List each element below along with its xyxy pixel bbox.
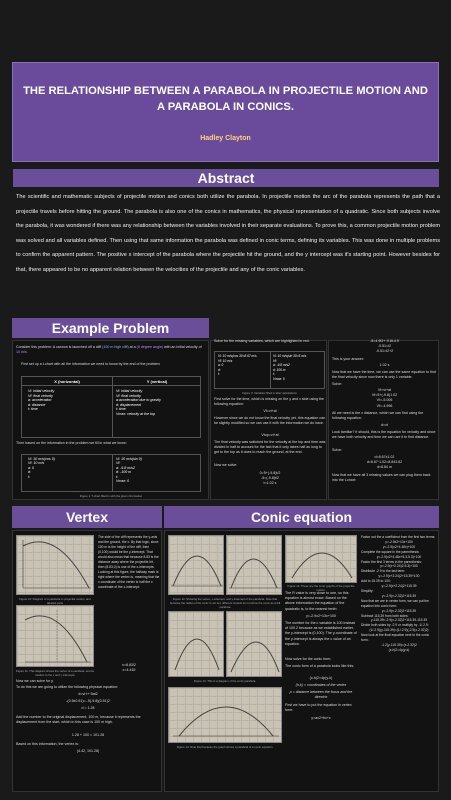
conic-eq3: (h,k) = coordinates of the vertex <box>295 683 347 687</box>
conic-eq1: y=-2.9x2+13x+100 <box>306 614 336 618</box>
conic-eq5: y=ax2+bx+c <box>311 716 331 720</box>
conic-p2: The number for the c variable is 100 instead of 100.2 because as we established earlier, the y-intercept is (0,100). The y-coordinate of the y-intercept is always the c value of an equation. <box>285 621 357 646</box>
figure-1-caption: Figure 1: T-chart filled in with the given information <box>79 494 143 498</box>
vertex-diagram-2 <box>16 605 94 667</box>
vertex-fig-caption-2: Figure 11: This diagram shows the vertex of a parabola, and its relation to the x and y intercepts <box>16 669 94 677</box>
col3-answer-val: 1.02 s <box>379 363 390 367</box>
col2-p4: Now we solve: <box>214 463 238 467</box>
col2-eq2: Vtop=vi+at <box>261 433 279 437</box>
figure-3-caption: Figure 3: Variables filled in after calculations <box>242 391 297 395</box>
conic-steps: Factor out the a coefficient from the first two terms: y=-2.9x2+13x+100 y=-2.9(x2+4.48x)+100 Complete the square in the parenthesis: y=-2.9(x2+4.48x+5.3-5.3)+100 Factor the first 3 terms in the parenthesis: y=-2.9(x+2.24)2-5.3)+100 Distribute -2.9 to the last term: y=-2.9(x+2.24)2+15.39+100 Add to 15.39 to 100: y=-2.9(x+2.24)2+115.39 Simplify: y=-2.9(x-2.32)2+115.39 Now that we are in vertex form, we can put the equation into conic form: y=-2.9(x-2.32)2+115.39 Subtract 115.39 from both sides: y-115.39=-2.9(x-2.32)2+115.39-115.39 Divide both sides by -2.9 or multiply by -1/-2.9: (1/-2.9)(y-115.39)=(1/-2.9)(-2.9(x-2.32)2) Now look at the final equation next to the conic form: -1.2(y-115.39)=(x-2.32)2 (x-h)2=4p(y-k) <box>361 535 436 652</box>
col3-p1: Now that we have the time, we can use the same equation to find the final velocity since now there is only 1 variable. <box>332 370 436 380</box>
conic-sketch-1 <box>169 536 225 596</box>
conic-graph-5 <box>168 687 282 743</box>
conic-eq4: p = distance between the focus and the directrix <box>289 690 353 700</box>
vertex-eq3: d = 1.28 <box>81 706 95 710</box>
abstract-body: The scientific and mathematic subjects of projectile motion and conics both utilize the parabola. In projectile motion the arc of the parabola represents the path that a projectile travels before hitting the ground. The parabola is also one of the conics in mathematics, the physical representation of a quadratic. Since both subjects involve the parabola, it was wondered if there was any relationship between the variables involved in their separate evaluations. To prove this, a common projectile motion problem was solved and all variables defined. Then using that same information the parabola was defined in conic terms, defining its variables. This was done in multiple problems to confirm the apparent pattern. The positive x intercept of the parabola where the projectile hit the ground, and the y intercept was it's starting point. However besides for that, there appeared to be no apparent relation between the velocities of the projectile and any of the conic variables. <box>16 194 440 273</box>
parabola-sketch-2 <box>17 606 95 668</box>
t-chart-x-head: X (horizontal) <box>54 379 80 384</box>
col3-eqs-top: -5=4.9t2+-9.8t-4.9 -0.51=t2 -0.51=t2+2 <box>370 339 399 354</box>
conic-right-caption: Figure 13: These are the conic graphs of the projectile motion. <box>287 584 355 592</box>
example-step1: First set up a t-chart with all the information we need to know by the end of the problem: <box>21 362 161 366</box>
t-chart-x-list: Vi: initial velocity Vf: final velocity a: acceleration d: distance t: time <box>28 389 55 412</box>
conic-sketch-2 <box>227 536 283 596</box>
conic-fig-caption-3: Figure 14: Note that because the graph shows a parabola of a conic equation. <box>176 745 274 749</box>
conic-p3: Now solve for the conic form. <box>285 657 332 661</box>
conic-fig-caption-2: Figure 13: This is a diagram of the conic parabola. <box>193 679 257 683</box>
vertex-right-text: The side of the cliff represents the y-axis and the ground, the x. By that logic, since 100 m is the height of the cliff, then (0,100) would be the y-intercept. That would also mean that because 8.83 is the distance away where the projectile hit, then (8.83,0) is one of the x-intercepts. Looking at this figure, the halfway mark is right where the vertex is, meaning that the x coordinate of the vertex is half the x coordinate of the x-intercept: <box>98 535 160 589</box>
conic-panel <box>164 530 439 792</box>
t-chart-y-head: Y (vertical) <box>146 379 168 384</box>
col2-p2: However since we do not know the final velocity yet, this equation can be slightly modified so we can use it with the information we do have. <box>214 416 326 426</box>
conic-sketch-4 <box>227 612 283 678</box>
example-col3 <box>328 340 439 500</box>
t-chart-filled <box>21 454 201 492</box>
conic-p4: The conic form of a parabola looks like this: <box>285 664 355 668</box>
col2-eq1: Vf=vi+at <box>263 409 277 413</box>
col2-p3: The final velocity was switched for the velocity at the top and time was divided in half to account for the fact that it only takes half as long to get to the top as it does to reach the ground, at the end. <box>214 440 326 455</box>
parabola-sketch-1 <box>17 536 95 596</box>
t-chart-y-list: Vi: initial velocity Vf: final velocity a:acceleration due to gravity d: displacement t: time Vmax: velocity at the top <box>116 389 161 416</box>
poster-title: THE RELATIONSHIP BETWEEN A PARABOLA IN PROJECTILE MOTION AND A PARABOLA IN CONICS. <box>23 85 428 113</box>
example-heading: Example Problem <box>12 318 209 338</box>
example-col1 <box>12 340 209 500</box>
abstract-heading: Abstract <box>13 169 439 187</box>
title-box <box>12 62 439 162</box>
conic-heading: Conic equation <box>164 506 439 528</box>
vertex-p2: Add the number to the original displacement, 100 m, because it represents the displacement from the start, which in this case is 100 m high. <box>16 715 141 725</box>
t-chart3-y-list: Vi: 10 m/s(sin 30=5 m/s Vf: a: -9.8 m/s2 d: 100 m t: Vmax: 0 <box>273 354 307 381</box>
conic-eq2: (x-h)2=4p(y-k) <box>309 676 333 680</box>
vertex-panel <box>12 530 162 792</box>
col3-eq2: d=vt <box>381 423 388 427</box>
col3-p4: Now that we have all 3 missing values we can plug them back into the t-chart: <box>332 473 431 483</box>
col3-answer: This is your answer: <box>332 357 364 361</box>
t-chart-empty <box>21 376 201 438</box>
vertex-eq4: 1.28 + 100 = 101.28 <box>71 733 105 737</box>
conic-sketch-5 <box>169 688 283 744</box>
conic-graph-6 <box>285 535 357 583</box>
col2-p1: First solve for the time, which is missing on the y and x side using the following equation: <box>214 397 325 407</box>
vertex-p3: Based on this information, the vertex is: <box>16 742 79 746</box>
author-name: Hadley Clayton <box>200 135 251 142</box>
example-intro: Consider this problem: A cannon is launched off a cliff (100 m high cliff) at a (0 degree angle) with an initial velocity of 10 m/s. <box>16 345 202 355</box>
col3-solve1: Solve: <box>332 382 342 386</box>
col3-solve2: Solve: <box>332 448 342 452</box>
conic-p1: The R value is very close to one, so this equation is almost exact. Based on the above information the equation of the quadratic is, to the nearest tenth: <box>285 591 349 611</box>
vertex-now-solve: Now we can solve for y. <box>16 679 54 683</box>
col3-eq3: d=8.67x1.02 d=8.67·1.02=8.843.82 d=8.84 m <box>366 455 403 470</box>
t-chart-solved <box>214 351 325 389</box>
vertex-value: (4.42, 101.28) <box>76 749 100 753</box>
vertex-heading: Vertex <box>12 506 162 528</box>
conic-graph-1 <box>168 535 224 595</box>
vertex-diagram-1 <box>16 535 94 595</box>
conic-graph-4 <box>226 611 282 677</box>
vertex-p1: To do this we are going to utilize the following physical equation: <box>16 685 118 689</box>
col3-eq1: Vf=vi+at Vf=5+(-9.8)1.02 Vf=-5.006 Vf=-4.996 <box>371 388 398 408</box>
col3-p2: All we need is the x distance, which we can find using the following equation: <box>332 411 424 421</box>
conic-graph-3 <box>168 611 224 677</box>
conic-sketch-6 <box>286 536 358 584</box>
conic-sketch-3 <box>169 612 225 678</box>
t-chart2-y-list: Vi: 10 m/s(sin 0) Vf: a: -9.8 m/s2 d: -100 m t: Vmax: 0 <box>116 457 142 484</box>
example-step2: Then based on the information in the problem we fill in what we know: <box>16 441 127 445</box>
col2-eq3: 0=5+(-9.8)t/2 -5=(-9.8)t/2 t=1.02 s <box>259 471 281 486</box>
conic-graph-2 <box>226 535 282 595</box>
vertex-eq-half: x=8.83/2 x=4.415 <box>122 663 136 673</box>
vertex-eq2: -(0.5x0.51)=-.5(-9.8)(0.51)2 <box>66 699 110 703</box>
example-col2 <box>210 340 327 500</box>
col2-top: Solve for the missing variables, which are highlighted in red: <box>214 339 310 343</box>
col3-p3: Look familiar? It should, this is the equation for velocity and since we have both velocity and time we can use it to find distance. <box>332 430 436 440</box>
vertex-eq1: d=vi·t+·5at2 <box>78 692 98 696</box>
vertex-fig-caption: Figure 10: Diagram of a parabola in projectile motion, and labeled parts <box>19 597 91 605</box>
t-chart3-x-list: Vi: 10 m/s(cos 30=8.67 m/s Vf: 10 m/s a: 0 d: t: <box>218 354 257 377</box>
conic-p5: First we have to put the equation in vertex form: <box>285 703 352 713</box>
conic-fig-caption-1: Figure 12: Showing the vertex, x-intercept, and y-intercept of the parabola. Note that because the radius of the conic is not set, different models do not show the conic as a full parabola <box>169 597 281 609</box>
t-chart2-x-list: Vi: 10 m/s(cos 0) Vf: 10 m/s a: 0 d: t: <box>28 457 55 479</box>
